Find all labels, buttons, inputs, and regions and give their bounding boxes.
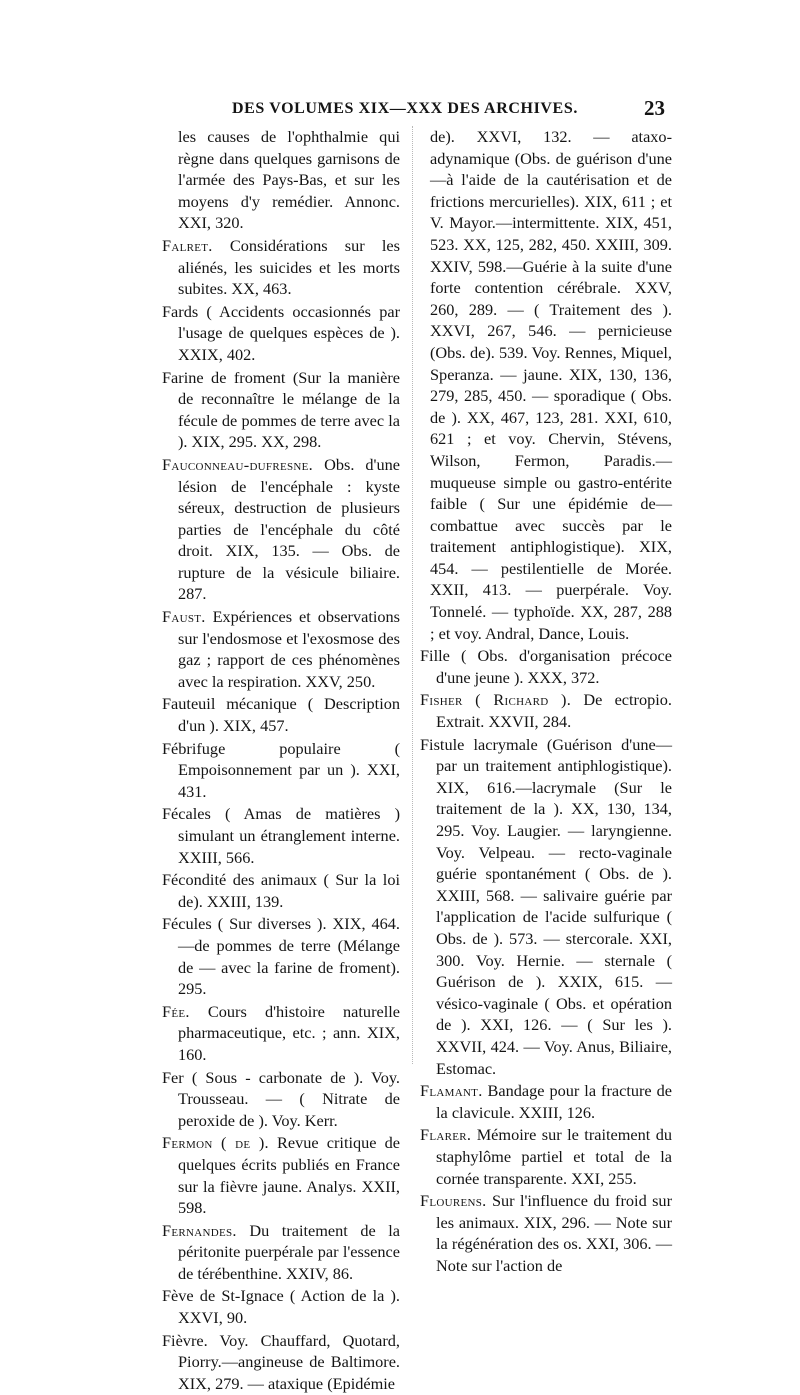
index-entry [420, 645, 672, 688]
index-entry [420, 1124, 672, 1189]
continued-entry [420, 126, 672, 644]
running-title: DES VOLUMES XIX—XXX DES ARCHIVES. [232, 100, 578, 117]
index-entry [162, 606, 400, 692]
entry-headword: Fernandes. [162, 1220, 237, 1240]
entry-headword: Faust. [162, 607, 206, 627]
index-entry [420, 1080, 672, 1123]
index-entry [162, 1132, 400, 1218]
entry-text: Cours d'histoire naturelle pharmaceutique, etc. ; ann. XIX, 160. [178, 1001, 400, 1064]
index-entry [420, 734, 672, 1080]
entry-text: De ectropio. Extrait. XXVII, 284. [436, 690, 672, 732]
entry-text: Fille ( Obs. d'organisation précoce d'une jeune ). XXX, 372. [420, 646, 672, 687]
entry-text: Mémoire sur le traitement du staphylôme partiel et total de la cornée transparente. XXI, 255. [436, 1125, 672, 1188]
entry-text: Fards ( Accidents occasionnés par l'usage de quelques espèces de ). XXIX, 402. [162, 301, 400, 364]
index-entry [420, 1190, 672, 1276]
index-entry [162, 454, 400, 605]
entry-text: Revue critique de quelques écrits publiés en France sur la fièvre jaune. Analys. XXII, 598. [178, 1133, 400, 1218]
entry-text: de). XXVI, 132. — ataxo-adynamique (Obs. de guérison d'une—à l'aide de la cautérisation et de frictions mercurielles). XIX, 611 ; et V. Mayor.—intermittente. XIX, 451, 523. XX, 125, 282, 450. XXIII, 309. XXIV, 598.—Guérie à la suite d'une forte contention cérébrale. XXV, 260, 289. — ( Traitement des ). XXVI, 267, 546. — pernicieuse (Obs. de). 539. Voy. Rennes, Miquel, Speranza. — jaune. XIX, 130, 136, 279, 285, 450. — sporadique ( Obs. de ). XX, 467, 123, 281. XXI, 610, 621 ; et voy. Chervin, Stévens, Wilson, Fermon, Paradis.— muqueuse simple ou gastro-entérite faible ( Sur une épidémie de—combattue avec succès par le traitement antiphlogistique). XIX, 454. — pestilentielle de Morée. XXII, 413. — puerpérale. Voy. Tonnelé. — typhoïde. XX, 287, 288 ; et voy. Andral, Dance, Louis. [430, 127, 672, 643]
entry-text: Sur l'influence du froid sur les animaux. XIX, 296. — Note sur la régénération des os. XXI, 306. — Note sur l'action de [436, 1191, 672, 1275]
entry-text: Fauteuil mécanique ( Description d'un ). XIX, 457. [162, 694, 400, 736]
entry-text: Farine de froment (Sur la manière de reconnaître le mélange de la fécule de pommes de terre avec la ). XIX, 295. XX, 298. [162, 367, 400, 452]
right-column [420, 126, 672, 1277]
index-entry [162, 1330, 400, 1395]
page-number: 23 [644, 96, 665, 120]
entry-headword: Flourens. [420, 1191, 487, 1211]
index-entry [162, 803, 400, 868]
index-entry [162, 367, 400, 453]
entry-text: Fécales ( Amas de matières ) simulant un étranglement interne. XXIII, 566. [162, 804, 400, 867]
entry-headword: Flamant. [420, 1081, 483, 1101]
index-entry [420, 689, 672, 732]
entry-text: Considérations sur les aliénés, les suicides et les morts subites. XX, 463. [178, 235, 400, 299]
column-divider [412, 126, 413, 1064]
running-header [0, 96, 800, 128]
entry-headword: Fée. [162, 1001, 190, 1021]
continued-entry [162, 126, 400, 234]
entry-text: Fève de St-Ignace ( Action de la ). XXVI, 90. [162, 1286, 400, 1328]
entry-text: Obs. d'une lésion de l'encéphale : kyste séreux, destruction de plusieurs parties de l'encéphale du côté droit. XIX, 135. — Obs. de rupture de la vésicule biliaire. 287. [178, 454, 400, 604]
entry-text: Expériences et observations sur l'endosmose et l'exosmose des gaz ; rapport de ces phénomènes avec la respiration. XXV, 250. [178, 607, 400, 691]
entry-headword: Fermon ( de ). [162, 1133, 269, 1153]
index-entry [162, 301, 400, 366]
entry-headword: Fisher ( Richard ). [420, 690, 572, 710]
entry-headword: Flarer. [420, 1125, 472, 1145]
entry-text: Fécondité des animaux ( Sur la loi de). XXIII, 139. [162, 870, 400, 911]
entry-text: Fébrifuge populaire ( Empoisonnement par un ). XXI, 431. [162, 738, 400, 801]
entry-text: les causes de l'ophthalmie qui règne dans quelques garnisons de l'armée des Pays-Bas, et sur les moyens d'y remédier. Annonc. XXI, 320. [178, 127, 400, 233]
entry-text: Fécules ( Sur diverses ). XIX, 464. —de pommes de terre (Mélange de — avec la farine de froment). 295. [162, 914, 400, 999]
entry-text: Du traitement de la péritonite puerpérale par l'essence de térébenthine. XXIV, 86. [178, 1220, 400, 1283]
index-entry [162, 1285, 400, 1328]
index-entry [162, 235, 400, 300]
index-entry [162, 869, 400, 912]
index-entry [162, 1220, 400, 1285]
index-entry [162, 1067, 400, 1132]
index-entry [162, 738, 400, 803]
index-entry [162, 913, 400, 999]
left-column [162, 126, 400, 1395]
entry-text: Bandage pour la fracture de la clavicule. XXIII, 126. [436, 1081, 672, 1122]
entry-headword: Falret. [162, 235, 213, 255]
index-entry [162, 693, 400, 736]
index-entry [162, 1001, 400, 1066]
entry-text: Fièvre. Voy. Chauffard, Quotard, Piorry.—angineuse de Baltimore. XIX, 279. — ataxique (Epidémie [162, 1330, 400, 1393]
entry-text: Fistule lacrymale (Guérison d'une—par un traitement antiphlogistique). XIX, 616.—lacrymale (Sur le traitement de la ). XX, 130, 134, 295. Voy. Laugier. — laryngienne. Voy. Velpeau. — recto-vaginale guérie spontanément ( Obs. de ). XXIII, 568. — salivaire guérie par l'application de l'acide sulfurique ( Obs. de ). 573. — stercorale. XXI, 300. Voy. Hernie. — sternale ( Guérison de ). XXIX, 615. — vésico-vaginale ( Obs. et opération de ). XXI, 126. — ( Sur les ). XXVII, 424. — Voy. Anus, Biliaire, Estomac. [420, 734, 672, 1078]
entry-headword: Fauconneau-dufresne. [162, 454, 314, 474]
entry-text: Fer ( Sous - carbonate de ). Voy. Trousseau. — ( Nitrate de peroxide de ). Voy. Kerr. [162, 1067, 400, 1130]
